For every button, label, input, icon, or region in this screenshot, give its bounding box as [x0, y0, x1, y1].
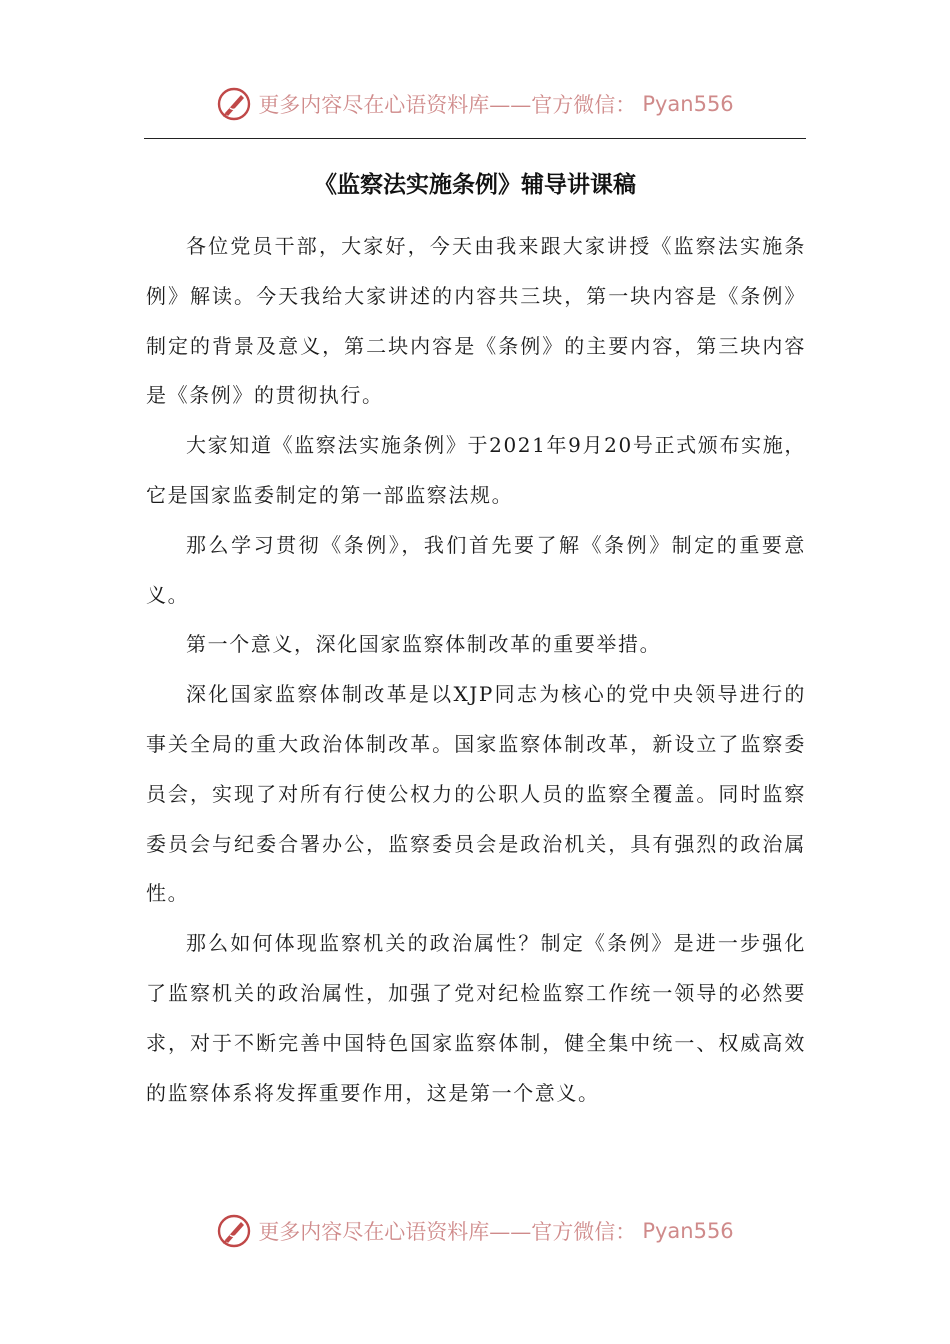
watermark-brand-text: 更多内容尽在心语资料库——官方微信：: [258, 1220, 637, 1244]
paragraph-4: 第一个意义，深化国家监察体制改革的重要举措。: [186, 632, 662, 657]
paragraph-2: 大家知道《监察法实施条例》于2021年9月20号正式颁布实施，它是国家监委制定的第一部监察法规。: [146, 433, 806, 507]
document-body: [146, 222, 806, 1118]
paragraph-3: 那么学习贯彻《条例》，我们首先要了解《条例》制定的重要意义。: [146, 532, 806, 607]
paragraph-6: 那么如何体现监察机关的政治属性？制定《条例》是进一步强化了监察机关的政治属性，加强了党对纪检监察工作统一领导的必然要求，对于不断完善中国特色国家监察体制，健全集中统一、权威高效的监察体系将发挥重要作用，这是第一个意义。: [146, 931, 806, 1105]
pen-logo-icon: [216, 1213, 252, 1249]
watermark-wechat-id: Pyan556: [642, 92, 734, 116]
paragraph-5: 深化国家监察体制改革是以XJP同志为核心的党中央领导进行的事关全局的重大政治体制改革。国家监察体制改革，新设立了监察委员会，实现了对所有行使公权力的公职人员的监察全覆盖。同时监察委员会与纪委合署办公，监察委员会是政治机关，具有强烈的政治属性。: [146, 682, 806, 906]
header-watermark-banner: [0, 84, 950, 124]
paragraph-1: 各位党员干部，大家好，今天由我来跟大家讲授《监察法实施条例》解读。今天我给大家讲述的内容共三块，第一块内容是《条例》制定的背景及意义，第二块内容是《条例》的主要内容，第三块内容是《条例》的贯彻执行。: [146, 234, 806, 408]
watermark-brand-text: 更多内容尽在心语资料库——官方微信：: [258, 93, 637, 117]
pen-logo-icon: [216, 86, 252, 122]
header-divider: [144, 138, 806, 139]
footer-watermark-banner: [0, 1211, 950, 1251]
watermark-wechat-id: Pyan556: [642, 1219, 734, 1243]
page-title: 《监察法实施条例》辅导讲课稿: [314, 172, 636, 198]
